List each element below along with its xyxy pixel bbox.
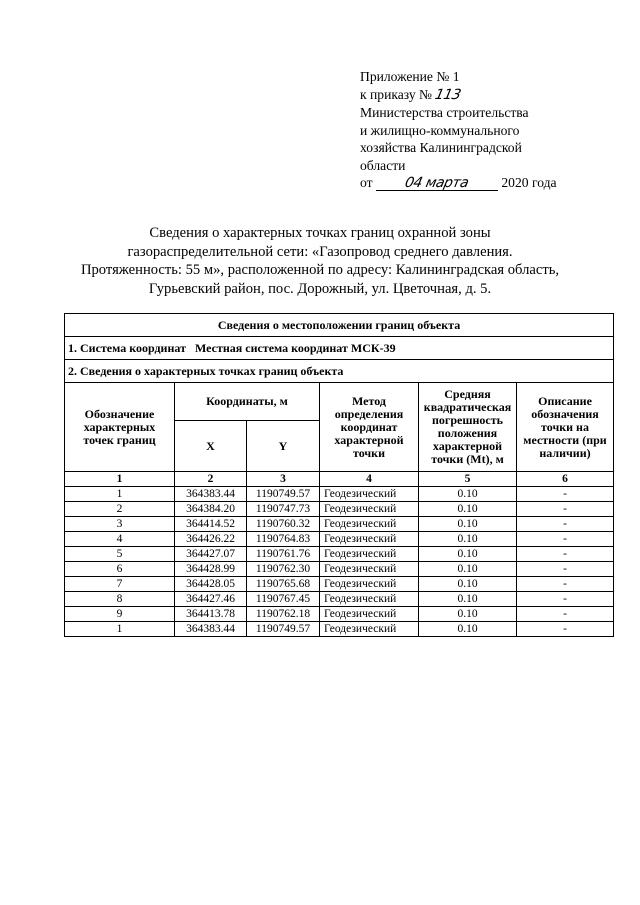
cell-x: 364428.05 (175, 577, 247, 592)
cell-desc: - (517, 592, 614, 607)
cell-desc: - (517, 562, 614, 577)
table-row (65, 502, 614, 517)
cell-error: 0.10 (419, 562, 517, 577)
cell-method: Геодезический (320, 577, 419, 592)
cell-error: 0.10 (419, 517, 517, 532)
cell-method: Геодезический (320, 502, 419, 517)
col-number: 4 (320, 472, 419, 487)
table-header-main-row (65, 314, 614, 337)
title-line3: Протяженность: 55 м», расположенной по адресу: Калининградская область, (80, 262, 560, 278)
cell-method: Геодезический (320, 547, 419, 562)
cell-x: 364414.52 (175, 517, 247, 532)
cell-method: Геодезический (320, 592, 419, 607)
cell-y: 1190747.73 (247, 502, 320, 517)
title-line2: газораспределительной сети: «Газопровод среднего давления. (127, 243, 513, 260)
cell-point: 4 (65, 532, 175, 547)
col-number: 3 (247, 472, 320, 487)
cell-x: 364383.44 (175, 487, 247, 502)
cell-y: 1190762.18 (247, 607, 320, 622)
annex-block (360, 68, 620, 192)
cell-error: 0.10 (419, 592, 517, 607)
order-line (360, 86, 620, 105)
cell-point: 8 (65, 592, 175, 607)
cell-error: 0.10 (419, 547, 517, 562)
cell-point: 7 (65, 577, 175, 592)
cell-x: 364428.99 (175, 562, 247, 577)
table-header-main: Сведения о местоположении границ объекта (65, 314, 614, 337)
col-number: 1 (65, 472, 175, 487)
cell-point: 2 (65, 502, 175, 517)
cell-method: Геодезический (320, 622, 419, 637)
cell-method: Геодезический (320, 562, 419, 577)
col-number: 2 (175, 472, 247, 487)
col-number: 6 (517, 472, 614, 487)
column-header-row-1 (65, 383, 614, 421)
title-line4: Гурьевский район, пос. Дорожный, ул. Цветочная, д. 5. (148, 280, 492, 297)
table-row (65, 622, 614, 637)
date-handwritten: 04 марта (403, 175, 471, 191)
cell-x: 364413.78 (175, 607, 247, 622)
section1-row (65, 337, 614, 360)
cell-x: 364384.20 (175, 502, 247, 517)
section2-row (65, 360, 614, 383)
cell-desc: - (517, 607, 614, 622)
column-number-row (65, 472, 614, 487)
cell-desc: - (517, 502, 614, 517)
cell-y: 1190764.83 (247, 532, 320, 547)
cell-x: 364426.22 (175, 532, 247, 547)
coordinates-table (64, 313, 614, 637)
cell-desc: - (517, 487, 614, 502)
cell-error: 0.10 (419, 577, 517, 592)
order-number-handwritten: 113 (433, 86, 463, 103)
col-header-x: X (175, 421, 247, 472)
cell-desc: - (517, 517, 614, 532)
col-header-y: Y (247, 421, 320, 472)
cell-y: 1190749.57 (247, 622, 320, 637)
cell-x: 364427.07 (175, 547, 247, 562)
points-section-title: 2. Сведения о характерных точках границ объекта (65, 360, 614, 383)
table-row (65, 562, 614, 577)
cell-y: 1190762.30 (247, 562, 320, 577)
document-title (40, 224, 600, 298)
col-header-coords: Координаты, м (175, 383, 320, 421)
cell-method: Геодезический (320, 532, 419, 547)
date-suffix: 2020 года (501, 175, 557, 190)
cell-error: 0.10 (419, 622, 517, 637)
table-row (65, 592, 614, 607)
col-header-desc: Описание обозначения точки на местности (при наличии) (517, 383, 614, 472)
cell-x: 364427.46 (175, 592, 247, 607)
cell-point: 1 (65, 622, 175, 637)
cell-x: 364383.44 (175, 622, 247, 637)
cell-desc: - (517, 577, 614, 592)
annex-ministry-line4: области (360, 157, 406, 173)
cell-point: 3 (65, 517, 175, 532)
annex-title: Приложение № 1 (360, 69, 460, 84)
cell-y: 1190761.76 (247, 547, 320, 562)
cell-y: 1190760.32 (247, 517, 320, 532)
annex-ministry-line3: хозяйства Калининградской (360, 140, 522, 155)
cell-error: 0.10 (419, 487, 517, 502)
coordinate-system: 1. Система координат Местная система координат МСК-39 (65, 337, 614, 360)
cell-y: 1190765.68 (247, 577, 320, 592)
cell-error: 0.10 (419, 532, 517, 547)
annex-ministry-line1: Министерства строительства (360, 105, 529, 120)
date-prefix: от (360, 175, 373, 190)
date-line (360, 174, 620, 192)
cell-desc: - (517, 532, 614, 547)
cell-error: 0.10 (419, 502, 517, 517)
table-row (65, 577, 614, 592)
col-number: 5 (419, 472, 517, 487)
col-header-error: Средняя квадратическая погрешность положения характерной точки (Mt), м (419, 383, 517, 472)
table-row (65, 487, 614, 502)
title-line1: Сведения о характерных точках границ охранной зоны (149, 225, 491, 241)
cell-method: Геодезический (320, 607, 419, 622)
cell-method: Геодезический (320, 487, 419, 502)
table-row (65, 517, 614, 532)
cell-point: 1 (65, 487, 175, 502)
cell-desc: - (517, 547, 614, 562)
cell-point: 9 (65, 607, 175, 622)
cell-desc: - (517, 622, 614, 637)
col-header-point: Обозначение характерных точек границ (65, 383, 175, 472)
table-row (65, 607, 614, 622)
col-header-method: Метод определения координат характерной точки (320, 383, 419, 472)
cell-point: 6 (65, 562, 175, 577)
table-row (65, 532, 614, 547)
order-prefix: к приказу № (360, 86, 433, 102)
cell-y: 1190749.57 (247, 487, 320, 502)
table-row (65, 547, 614, 562)
cell-y: 1190767.45 (247, 592, 320, 607)
cell-error: 0.10 (419, 607, 517, 622)
cell-method: Геодезический (320, 517, 419, 532)
cell-point: 5 (65, 547, 175, 562)
annex-ministry-line2: и жилищно-коммунального (360, 122, 520, 138)
